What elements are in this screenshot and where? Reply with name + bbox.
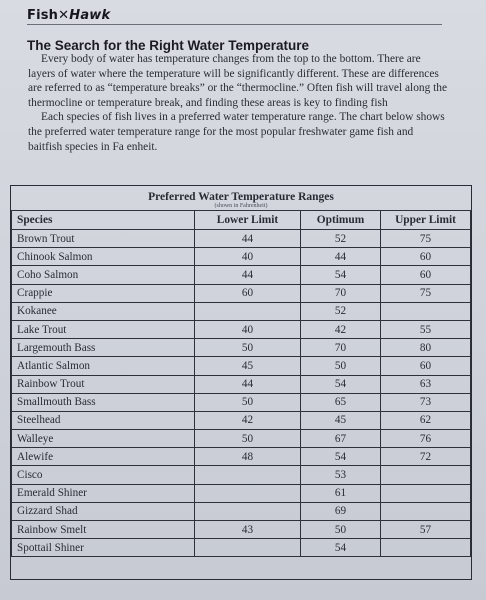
optimum-cell: 54 [301, 539, 381, 557]
lower-limit-cell: 48 [195, 448, 301, 466]
species-cell: Crappie [12, 284, 195, 302]
table-row [12, 266, 471, 284]
table-row [12, 484, 471, 502]
upper-limit-cell: 57 [381, 521, 471, 539]
optimum-cell: 45 [301, 411, 381, 429]
lower-limit-cell: 40 [195, 248, 301, 266]
paragraph: Each species of fish lives in a preferred water temperature range. The chart below shows the preferred water temperature range for the most popular freshwater game fish and baitfish species in Fa enheit. [28, 111, 445, 153]
column-header-optimum: Optimum [301, 211, 381, 230]
species-cell: Kokanee [12, 302, 195, 320]
upper-limit-cell: 72 [381, 448, 471, 466]
upper-limit-cell: 63 [381, 375, 471, 393]
lower-limit-cell: 45 [195, 357, 301, 375]
table-row [12, 539, 471, 557]
upper-limit-cell: 73 [381, 393, 471, 411]
table-row [12, 284, 471, 302]
upper-limit-cell [381, 484, 471, 502]
table-row [12, 339, 471, 357]
table-row [12, 521, 471, 539]
lower-limit-cell: 44 [195, 266, 301, 284]
optimum-cell: 70 [301, 284, 381, 302]
temperature-table [10, 185, 472, 580]
table-row [12, 230, 471, 248]
species-cell: Walleye [12, 430, 195, 448]
upper-limit-cell [381, 539, 471, 557]
logo-text-hawk: Hawk [69, 8, 111, 23]
header-rule [27, 24, 442, 25]
upper-limit-cell [381, 466, 471, 484]
optimum-cell: 50 [301, 357, 381, 375]
lower-limit-cell: 44 [195, 375, 301, 393]
lower-limit-cell [195, 466, 301, 484]
table-row [12, 466, 471, 484]
upper-limit-cell [381, 502, 471, 520]
lower-limit-cell [195, 484, 301, 502]
logo-text-fish: Fish [27, 8, 59, 23]
lower-limit-cell: 50 [195, 339, 301, 357]
optimum-cell: 42 [301, 320, 381, 338]
species-cell: Chinook Salmon [12, 248, 195, 266]
species-cell: Atlantic Salmon [12, 357, 195, 375]
table-row [12, 430, 471, 448]
species-cell: Rainbow Smelt [12, 521, 195, 539]
species-cell: Emerald Shiner [12, 484, 195, 502]
lower-limit-cell [195, 539, 301, 557]
lower-limit-cell: 50 [195, 393, 301, 411]
lower-limit-cell: 50 [195, 430, 301, 448]
species-cell: Largemouth Bass [12, 339, 195, 357]
table-caption [11, 186, 471, 210]
upper-limit-cell: 80 [381, 339, 471, 357]
column-header-upper-limit: Upper Limit [381, 211, 471, 230]
paragraph: Every body of water has temperature changes from the top to the bottom. There are layers of water where the temperature will be significantly different. These are differences are referred to as “temperature breaks” or the “thermocline.” Often fish will travel along the thermocline or temperature break, and finding these areas is key to finding fish [28, 53, 448, 109]
lower-limit-cell: 60 [195, 284, 301, 302]
optimum-cell: 69 [301, 502, 381, 520]
upper-limit-cell: 60 [381, 248, 471, 266]
fishhawk-logo [27, 8, 110, 23]
species-cell: Smallmouth Bass [12, 393, 195, 411]
table-body [12, 230, 471, 557]
optimum-cell: 61 [301, 484, 381, 502]
species-cell: Lake Trout [12, 320, 195, 338]
data-table [11, 210, 471, 557]
optimum-cell: 53 [301, 466, 381, 484]
species-cell: Spottail Shiner [12, 539, 195, 557]
column-header-lower-limit: Lower Limit [195, 211, 301, 230]
species-cell: Gizzard Shad [12, 502, 195, 520]
optimum-cell: 50 [301, 521, 381, 539]
lower-limit-cell [195, 302, 301, 320]
lower-limit-cell: 44 [195, 230, 301, 248]
article-title: The Search for the Right Water Temperature [27, 38, 310, 53]
upper-limit-cell: 60 [381, 266, 471, 284]
table-row [12, 248, 471, 266]
species-cell: Rainbow Trout [12, 375, 195, 393]
optimum-cell: 70 [301, 339, 381, 357]
table-row [12, 411, 471, 429]
upper-limit-cell: 62 [381, 411, 471, 429]
species-cell: Alewife [12, 448, 195, 466]
species-cell: Brown Trout [12, 230, 195, 248]
table-row [12, 448, 471, 466]
table-title: Preferred Water Temperature Ranges [148, 191, 334, 203]
optimum-cell: 65 [301, 393, 381, 411]
table-row [12, 357, 471, 375]
table-row [12, 393, 471, 411]
optimum-cell: 54 [301, 448, 381, 466]
species-cell: Coho Salmon [12, 266, 195, 284]
optimum-cell: 67 [301, 430, 381, 448]
optimum-cell: 54 [301, 375, 381, 393]
optimum-cell: 44 [301, 248, 381, 266]
optimum-cell: 52 [301, 230, 381, 248]
upper-limit-cell: 60 [381, 357, 471, 375]
optimum-cell: 54 [301, 266, 381, 284]
species-cell: Steelhead [12, 411, 195, 429]
upper-limit-cell: 76 [381, 430, 471, 448]
lower-limit-cell: 43 [195, 521, 301, 539]
article-body [28, 52, 450, 154]
table-row [12, 302, 471, 320]
lower-limit-cell: 42 [195, 411, 301, 429]
optimum-cell: 52 [301, 302, 381, 320]
upper-limit-cell [381, 302, 471, 320]
table-row [12, 502, 471, 520]
species-cell: Cisco [12, 466, 195, 484]
logo-hawk-mark: ✕ [58, 8, 70, 23]
header-row [12, 211, 471, 230]
table-row [12, 320, 471, 338]
column-header-species: Species [12, 211, 195, 230]
lower-limit-cell: 40 [195, 320, 301, 338]
upper-limit-cell: 75 [381, 284, 471, 302]
table-row [12, 375, 471, 393]
lower-limit-cell [195, 502, 301, 520]
upper-limit-cell: 75 [381, 230, 471, 248]
table-subtitle: (shown in Fahrenheit) [214, 203, 268, 209]
upper-limit-cell: 55 [381, 320, 471, 338]
